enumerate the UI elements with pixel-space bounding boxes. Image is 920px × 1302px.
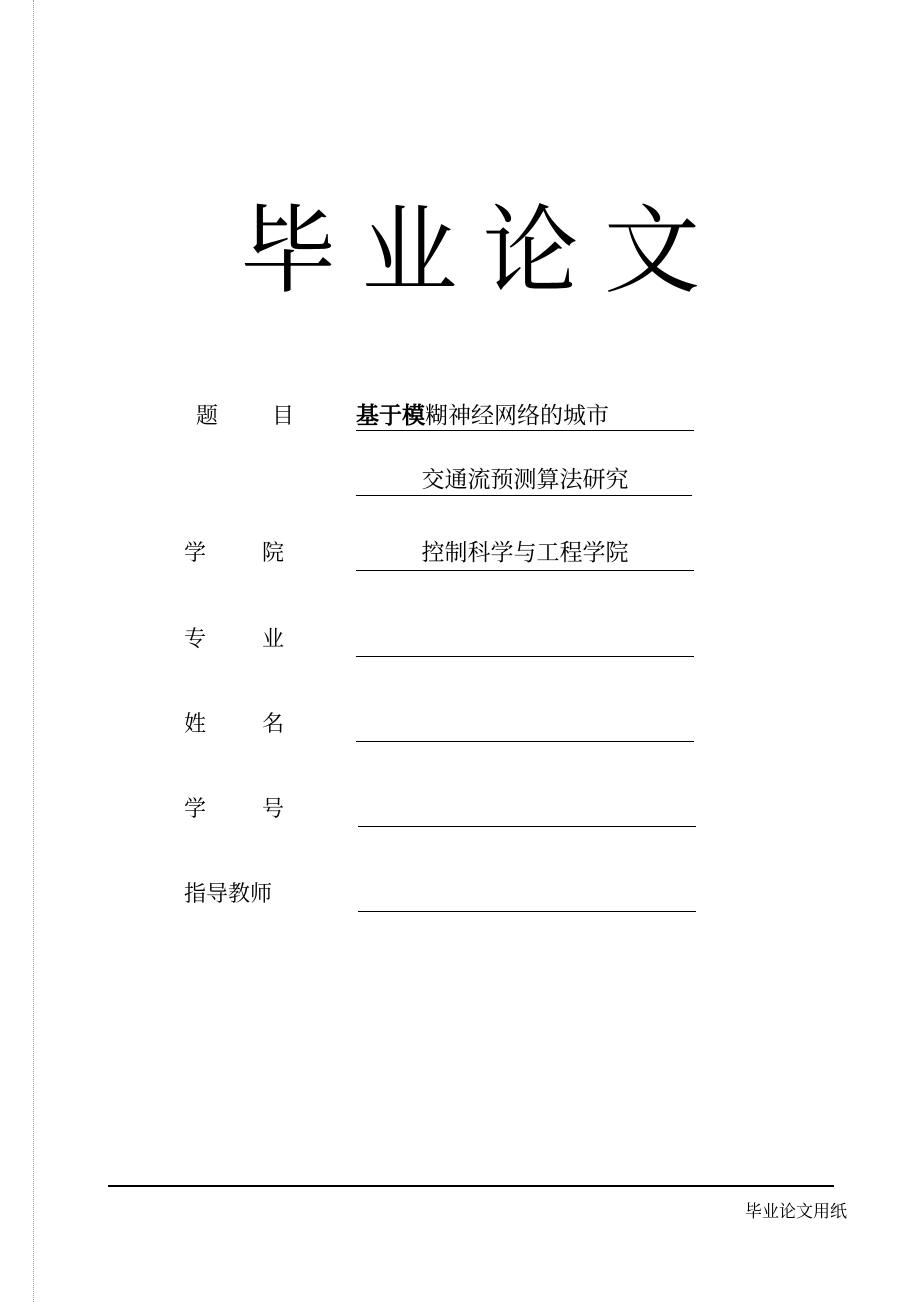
topic-label (196, 403, 294, 431)
college-underline (356, 570, 694, 571)
cover-title-char-2: 业 (361, 195, 458, 307)
topic-underline-2 (356, 495, 692, 496)
college-label-char-2: 院 (261, 541, 284, 566)
major-label (184, 626, 284, 654)
footer-note: 毕业论文用纸 (745, 1202, 847, 1222)
student-id-underline (358, 826, 696, 827)
topic-value-line-1 (356, 401, 609, 431)
topic-label-char-2: 目 (271, 404, 294, 429)
cover-title (240, 196, 700, 306)
name-underline (356, 741, 694, 742)
college-value: 控制科学与工程学院 (421, 540, 629, 566)
major-underline (356, 656, 694, 657)
footer-rule (108, 1185, 834, 1187)
student-id-label (184, 796, 284, 824)
advisor-label (184, 881, 304, 909)
major-label-char-2: 业 (261, 627, 284, 652)
topic-label-char-1: 题 (196, 404, 219, 429)
advisor-label-text: 指导教师 (184, 882, 273, 907)
name-label-char-2: 名 (261, 712, 284, 737)
name-label-char-1: 姓 (184, 712, 207, 737)
topic-value-bold: 基于模 (356, 403, 425, 429)
college-label-char-1: 学 (184, 541, 207, 566)
topic-value-line-2: 交通流预测算法研究 (421, 467, 629, 493)
binding-margin-line (33, 0, 34, 1302)
advisor-underline (358, 911, 696, 912)
student-id-label-char-2: 号 (261, 797, 284, 822)
topic-underline-1 (356, 430, 694, 431)
topic-value-rest: 糊神经网络的城市 (425, 403, 609, 429)
college-label (184, 540, 284, 568)
name-label (184, 711, 284, 739)
cover-title-char-1: 毕 (240, 195, 336, 307)
student-id-label-char-1: 学 (184, 797, 207, 822)
cover-title-char-3: 论 (482, 195, 579, 307)
cover-title-char-4: 文 (603, 195, 700, 307)
major-label-char-1: 专 (184, 627, 207, 652)
